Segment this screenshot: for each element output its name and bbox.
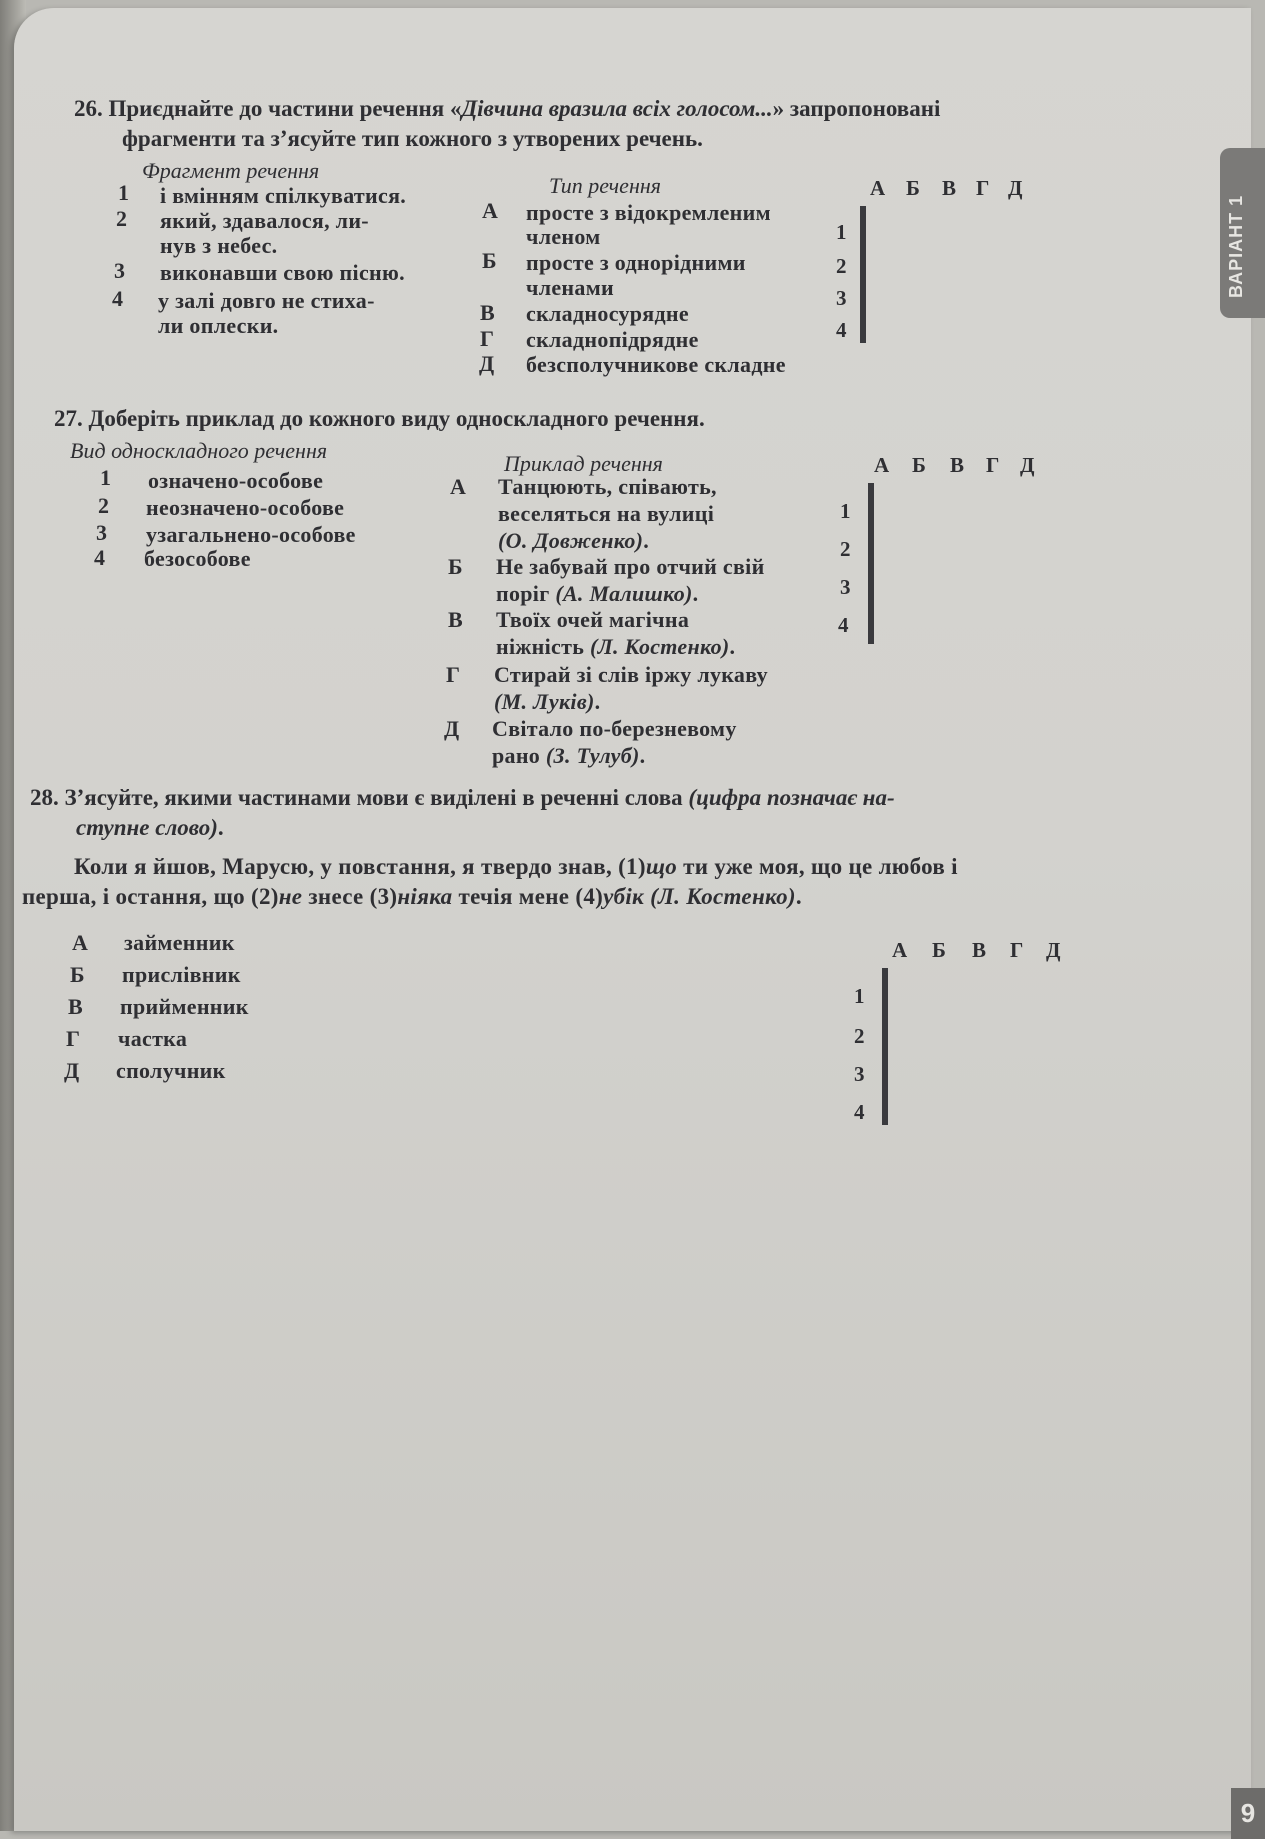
q28-option-text: частка: [118, 1026, 188, 1051]
q26-type-letter: Б: [482, 248, 497, 273]
grid-col-letter: А: [874, 453, 890, 477]
q28-option-text: прийменник: [120, 994, 249, 1019]
q27-header: [54, 406, 705, 432]
q27-left-title: Вид односкладного речення: [70, 438, 328, 463]
grid-row-label: 4: [836, 318, 847, 342]
q27-example-letter: Б: [448, 554, 463, 579]
q28-option-text: займенник: [124, 930, 235, 955]
q28-marker: (2): [251, 884, 279, 909]
grid-col-letter: В: [950, 453, 965, 477]
q28-marker: (3): [369, 884, 398, 909]
q27-example-text: поріг: [496, 581, 556, 606]
q28-text-italic: ступне слово): [76, 815, 218, 840]
q28-sentence-text: Коли я йшов, Марусю, у повстання, я твердо знав,: [74, 854, 619, 879]
q27-example-letter: А: [450, 474, 466, 499]
q26-fragment-text: ли оплески.: [158, 313, 279, 338]
q28-highlighted-word: ніяка: [397, 884, 453, 909]
q28-option-letter: Г: [66, 1026, 80, 1051]
grid-col-letter: Г: [986, 453, 1000, 477]
grid-row: [861, 275, 866, 309]
q28-sentence-source: (Л. Костенко): [650, 884, 796, 909]
q27-number: 27.: [54, 406, 83, 431]
grid-row-label: 1: [836, 220, 847, 244]
grid-col-letter: Б: [912, 453, 926, 477]
answer-cell[interactable]: [887, 969, 888, 1008]
grid-row-label: 2: [840, 537, 851, 561]
grid-row: [883, 1047, 888, 1086]
q26-type-letter: Д: [479, 351, 495, 376]
grid-col-letter: А: [870, 176, 886, 200]
grid-row-label: 3: [854, 1062, 865, 1086]
q28-sentence-text: ти уже моя, що це любов і: [677, 854, 958, 879]
q27-kind-text: безособове: [144, 546, 251, 571]
q28-option-letter: В: [68, 994, 83, 1019]
q27-example-source-line: [498, 528, 649, 554]
q27-example-period: .: [639, 743, 646, 768]
q27-example-source: (О. Довженко): [498, 528, 644, 553]
q28-highlighted-word: що: [645, 854, 678, 879]
q26-type-letter: Г: [480, 326, 494, 351]
q27-grid-table: [868, 483, 874, 644]
q27-kind-num: 3: [96, 520, 107, 545]
q27-example-line2: [494, 689, 600, 715]
grid-row-label: 2: [854, 1024, 865, 1048]
q27-example-line2: [496, 581, 698, 607]
q27-kind-num: 4: [94, 545, 105, 570]
grid-col-letter: Д: [1046, 938, 1061, 962]
q27-example-line2: [492, 743, 645, 769]
grid-col-letter: Г: [1010, 938, 1024, 962]
q28-sentence-text: .: [795, 884, 802, 909]
grid-col-letter: Б: [906, 176, 920, 200]
q27-example-period: .: [594, 689, 601, 714]
q27-example-letter: В: [448, 607, 463, 632]
grid-col-letter: В: [942, 176, 957, 200]
q28-marker: (1): [618, 854, 646, 879]
q28-sentence-line1: [74, 854, 958, 880]
q28-option-letter: Б: [70, 962, 85, 987]
q28-text: З’ясуйте, якими частинами мови є виділені в реченні слова: [64, 785, 689, 810]
grid-col-letter: Г: [976, 176, 990, 200]
q27-kind-text: неозначено-особове: [146, 495, 345, 520]
grid-row: [869, 524, 874, 564]
q28-option-text: сполучник: [116, 1058, 226, 1083]
q26-type-text: складносурядне: [526, 301, 689, 326]
q26-type-text: просте з відокремленим: [526, 200, 771, 225]
q28-highlighted-word: убік: [603, 884, 645, 909]
q26-fragment-text: нув з небес.: [160, 233, 278, 258]
q27-example-text: веселяться на вулиці: [498, 501, 715, 526]
q27-example-source: (Л. Костенко): [589, 634, 730, 659]
q26-number: 26.: [74, 96, 103, 121]
textbook-page: [14, 8, 1256, 1831]
grid-row: [883, 969, 888, 1008]
q27-example-text: Танцюють, співають,: [498, 474, 717, 499]
q27-example-text: Твоїх очей магічна: [496, 607, 690, 632]
grid-col-letter: В: [972, 938, 987, 962]
q26-fragment-num: 1: [118, 180, 129, 205]
answer-cell[interactable]: [887, 1047, 888, 1086]
q28-sentence-line2: [22, 884, 802, 910]
grid-row-label: 4: [854, 1100, 865, 1124]
answer-cell[interactable]: [873, 484, 874, 524]
grid-row-label: 1: [840, 499, 851, 523]
answer-cell[interactable]: [865, 241, 866, 275]
answer-cell[interactable]: [873, 604, 874, 644]
q28-option-letter: А: [72, 930, 88, 955]
grid-row-label: 3: [836, 286, 847, 310]
q27-example-letter: Д: [444, 716, 460, 741]
grid-col-letter: Д: [1008, 176, 1023, 200]
q26-type-letter: В: [480, 300, 495, 325]
q27-example-source: (А. Малишко): [555, 581, 693, 606]
q26-type-text: членами: [526, 275, 614, 300]
answer-cell[interactable]: [887, 1086, 888, 1125]
q28-text-italic: (цифра позначає на-: [688, 785, 895, 810]
answer-cell[interactable]: [887, 1008, 888, 1047]
q26-type-text: просте з однорідними: [526, 250, 746, 275]
answer-cell[interactable]: [865, 207, 866, 241]
grid-col-letter: А: [892, 938, 908, 962]
grid-row-label: 2: [836, 254, 847, 278]
answer-cell[interactable]: [865, 309, 866, 343]
grid-col-letter: Б: [932, 938, 946, 962]
grid-row-label: 4: [838, 613, 849, 637]
answer-cell[interactable]: [873, 524, 874, 564]
q27-text: Доберіть приклад до кожного виду односкладного речення.: [88, 406, 705, 431]
q26-type-letter: А: [482, 198, 498, 223]
q27-example-period: .: [692, 581, 699, 606]
q28-marker: (4): [575, 884, 604, 909]
q26-fragment-text: і вмінням спілкуватися.: [160, 183, 407, 208]
q26-fragment-num: 4: [112, 286, 123, 311]
q28-number: 28.: [30, 785, 59, 810]
grid-row: [861, 241, 866, 275]
q27-kind-text: означено-особове: [148, 468, 324, 493]
grid-row: [883, 1086, 888, 1125]
q27-kind-num: 2: [98, 493, 109, 518]
q26-fragment-text: виконавши свою пісню.: [160, 260, 405, 285]
q26-type-text: складнопідрядне: [526, 327, 699, 352]
q27-example-letter: Г: [446, 662, 460, 687]
q27-example-source: (З. Тулуб): [545, 743, 640, 768]
q27-example-period: .: [643, 528, 650, 553]
q26-text-part2: » запропоновані: [772, 96, 941, 121]
q27-example-text: Не забувай про отчий свій: [496, 554, 765, 579]
q26-text-part1: Приєднайте до частини речення «: [108, 96, 462, 121]
grid-row: [861, 207, 866, 241]
answer-cell[interactable]: [865, 275, 866, 309]
grid-row: [869, 604, 874, 644]
q28-sentence-text: знесе: [302, 884, 370, 909]
grid-row: [861, 309, 866, 343]
grid-row: [869, 484, 874, 524]
q27-example-source: (М. Луків): [494, 689, 595, 714]
q28-option-letter: Д: [64, 1058, 80, 1083]
grid-row-label: 1: [854, 984, 865, 1008]
variant-tab-label: ВАРІАНТ 1: [1226, 194, 1246, 298]
q28-sentence-text: течія мене: [452, 884, 576, 909]
answer-cell[interactable]: [873, 564, 874, 604]
q27-right-title: Приклад речення: [504, 451, 663, 476]
q26-header-line2: фрагменти та з’ясуйте тип кожного з утворених речень.: [122, 126, 703, 151]
q27-kind-text: узагальнено-особове: [146, 522, 356, 547]
grid-row-label: 3: [840, 575, 851, 599]
q28-header: [30, 785, 895, 811]
q26-type-text: членом: [526, 224, 601, 249]
q28-option-text: прислівник: [122, 962, 241, 987]
q28-header-line2: [76, 815, 224, 841]
q26-type-text: безсполучникове складне: [526, 352, 786, 377]
grid-col-letter: Д: [1020, 453, 1035, 477]
q27-example-text: Світало по-березневому: [492, 716, 737, 741]
q27-example-text: рано: [492, 743, 546, 768]
q26-left-title: Фрагмент речення: [142, 158, 320, 183]
q27-example-line2: [496, 634, 735, 660]
q27-example-period: .: [729, 634, 736, 659]
q26-text-italic: Дівчина вразила всіх голосом...: [461, 96, 773, 121]
q26-right-title: Тип речення: [549, 173, 661, 198]
grid-row: [869, 564, 874, 604]
q27-example-text: Стирай зі слів іржу лукаву: [494, 662, 768, 687]
q26-grid-table: [860, 206, 866, 343]
q27-kind-num: 1: [100, 465, 111, 490]
q26-fragment-num: 3: [114, 258, 125, 283]
q28-text-period: .: [217, 815, 224, 840]
grid-row: [883, 1008, 888, 1047]
q27-example-text: ніжність: [496, 634, 590, 659]
q26-header: [74, 96, 940, 122]
page-number: 9: [1231, 1788, 1265, 1839]
q26-fragment-num: 2: [116, 206, 127, 231]
q28-sentence-text: перша, і остання, що: [22, 884, 252, 909]
q26-fragment-text: який, здавалося, ли-: [160, 208, 369, 233]
q28-highlighted-word: не: [278, 884, 303, 909]
variant-tab: [1220, 148, 1265, 318]
q28-grid-table: [882, 968, 888, 1125]
q26-fragment-text: у залі довго не стиха-: [158, 288, 375, 313]
